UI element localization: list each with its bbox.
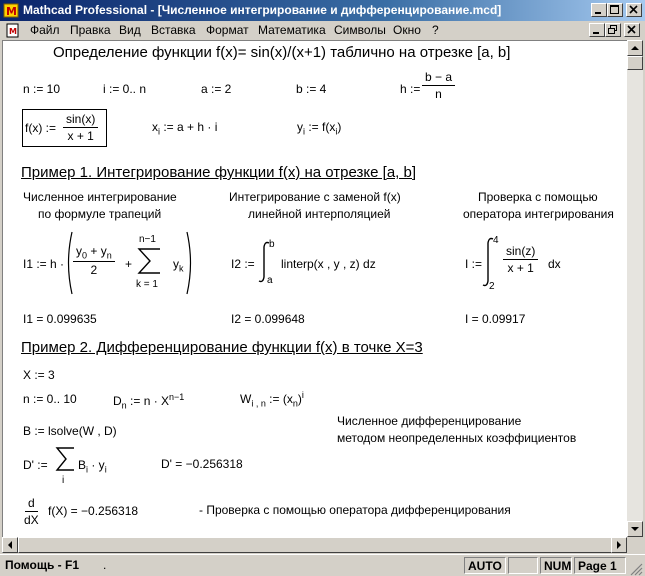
b-definition[interactable]: b := 4	[296, 82, 327, 96]
arrow-up-icon	[628, 41, 642, 55]
close-button[interactable]	[626, 3, 642, 17]
h-definition-lhs[interactable]: h :=	[400, 82, 421, 96]
status-num: NUM	[540, 557, 572, 574]
derivative-d: d	[25, 496, 38, 512]
col1-line2: по формуле трапеций	[38, 207, 162, 221]
n-range-definition[interactable]: n := 0.. 10	[23, 392, 77, 406]
status-empty	[508, 557, 538, 574]
derivative-note: - Проверка с помощью оператора дифференцирования	[199, 503, 511, 517]
window-title: Mathcad Professional - [Численное интегрирование и дифференцирование.mcd]	[23, 3, 502, 17]
integral-sign-icon	[481, 237, 495, 287]
col3-line2: оператора интегрирования	[463, 207, 614, 221]
svg-text:M: M	[9, 27, 17, 36]
left-paren-icon	[65, 231, 73, 295]
sum-lower-limit: k = 1	[136, 279, 158, 290]
arrow-right-icon	[612, 538, 626, 552]
h-denominator: n	[435, 87, 442, 101]
close-icon	[625, 24, 639, 36]
I1-term: $y_k$	[173, 257, 184, 274]
arrow-down-icon	[628, 522, 642, 536]
h-fraction	[422, 70, 455, 101]
note-line1: Численное дифференцирование	[337, 414, 522, 428]
mathcad-app-icon[interactable]	[3, 3, 19, 18]
maximize-button[interactable]	[607, 3, 623, 17]
status-help: Помощь - F1	[5, 558, 80, 572]
scroll-left-button[interactable]	[2, 537, 18, 553]
close-icon	[627, 4, 641, 16]
I2-upper-limit: b	[269, 239, 275, 250]
I2-integrand: linterp(x , y , z) dz	[281, 257, 376, 271]
minimize-icon	[590, 24, 604, 36]
intro-heading: Определение функции f(x)= sin(x)/(x+1) таблично на отрезке [a, b]	[53, 44, 511, 61]
menu-insert[interactable]: Вставка	[151, 23, 196, 37]
horizontal-scrollbar[interactable]	[2, 537, 627, 553]
f-numerator: sin(x)	[63, 112, 98, 128]
col3-line1: Проверка с помощью	[478, 190, 598, 204]
menu-view[interactable]: Вид	[119, 23, 141, 37]
maximize-icon	[608, 4, 622, 16]
menu-edit[interactable]: Правка	[70, 23, 111, 37]
I1-fraction	[73, 244, 115, 277]
arrow-left-icon	[3, 538, 17, 552]
menu-window[interactable]: Окно	[393, 23, 421, 37]
menu-help[interactable]: ?	[432, 23, 439, 37]
status-bar	[0, 554, 645, 576]
vertical-scrollbar[interactable]	[627, 40, 643, 537]
I2-lower-limit: a	[267, 275, 273, 286]
I-lower-limit: 2	[489, 281, 495, 292]
I2-lhs[interactable]: I2 :=	[231, 257, 255, 271]
n-definition[interactable]: n := 10	[23, 82, 61, 96]
derivative-operator	[21, 496, 42, 527]
note-line2: методом неопределенных коэффициентов	[337, 431, 577, 445]
B-definition[interactable]: B := lsolve(W , D)	[23, 424, 117, 438]
I-dx: dx	[548, 257, 561, 271]
f-denominator: x + 1	[67, 129, 94, 143]
W-definition[interactable]: $W_{i , n}$ := $(x_n)^i$	[240, 390, 304, 409]
title-bar[interactable]	[0, 0, 645, 21]
menu-format[interactable]: Формат	[206, 23, 249, 37]
document-icon[interactable]	[5, 23, 20, 38]
minimize-button[interactable]	[591, 3, 607, 17]
I-lhs[interactable]: I :=	[465, 257, 483, 271]
col2-line1: Интегрирование с заменой f(x)	[229, 190, 401, 204]
sum-sign-icon	[137, 246, 163, 276]
I1-plus: +	[125, 257, 133, 271]
menu-file[interactable]: Файл	[30, 23, 60, 37]
h-numerator: b − a	[422, 70, 455, 86]
scroll-up-button[interactable]	[627, 40, 643, 56]
y-definition[interactable]: $y_i$ := $f(x_i)$	[297, 120, 342, 137]
I-fraction	[503, 244, 538, 275]
function-definition-box[interactable]	[22, 109, 107, 147]
horizontal-scroll-thumb[interactable]	[18, 537, 612, 553]
vertical-scroll-thumb[interactable]	[627, 56, 643, 70]
derivative-dX: dX	[24, 513, 39, 527]
scrollbar-corner	[627, 537, 643, 553]
I-denominator: x + 1	[507, 261, 534, 275]
I-upper-limit: 4	[493, 235, 499, 246]
sum-sign-icon	[55, 445, 77, 473]
status-auto: AUTO	[464, 557, 506, 574]
f-fraction	[63, 112, 98, 143]
I1-lhs[interactable]: I1 := h ·	[23, 257, 65, 271]
status-dot: .	[103, 558, 107, 572]
scroll-down-button[interactable]	[627, 521, 643, 537]
worksheet[interactable]	[2, 40, 627, 537]
doc-restore-button[interactable]	[605, 23, 621, 37]
menu-math[interactable]: Математика	[258, 23, 326, 37]
Dp-term: $B_i \cdot y_i$	[78, 458, 107, 475]
I1-denominator: 2	[90, 263, 98, 278]
svg-text:M: M	[6, 5, 17, 18]
sum-upper-limit: n−1	[139, 234, 156, 245]
a-definition[interactable]: a := 2	[201, 82, 232, 96]
example1-heading: Пример 1. Интегрирование функции f(x) на отрезке [a, b]	[21, 164, 417, 181]
Dp-result[interactable]: D' = −0.256318	[161, 457, 243, 471]
f-lhs: f(x) :=	[25, 121, 57, 135]
X-definition[interactable]: X := 3	[23, 368, 55, 382]
i-range-definition[interactable]: i := 0.. n	[103, 82, 147, 96]
minimize-icon	[592, 4, 606, 16]
Dp-lhs[interactable]: D' :=	[23, 458, 48, 472]
scroll-right-button[interactable]	[611, 537, 627, 553]
right-paren-icon	[186, 231, 194, 295]
restore-icon	[606, 24, 620, 36]
I-numerator: sin(z)	[503, 244, 538, 260]
I1-numerator: $y_0 + y_n$	[73, 244, 115, 262]
I1-result[interactable]: I1 = 0.099635	[23, 312, 97, 326]
derivative-result[interactable]: f(X) = −0.256318	[48, 504, 139, 518]
example2-heading: Пример 2. Дифференцирование функции f(x) в точке X=3	[21, 339, 423, 356]
doc-minimize-button[interactable]	[589, 23, 605, 37]
menu-bar	[0, 21, 645, 40]
col1-line1: Численное интегрирование	[23, 190, 177, 204]
I-result[interactable]: I = 0.09917	[465, 312, 526, 326]
status-page: Page 1	[574, 557, 626, 574]
resize-grip-icon[interactable]	[629, 562, 643, 576]
menu-symbolics[interactable]: Символы	[334, 23, 386, 37]
col2-line2: линейной интерполяцией	[248, 207, 391, 221]
D-definition[interactable]: $D_n$ := $n \cdot X^{n-1}$	[113, 392, 185, 411]
x-definition[interactable]: $x_i$ := a + h · i	[152, 120, 218, 137]
Dp-sum-index: i	[62, 475, 65, 486]
doc-close-button[interactable]	[624, 23, 640, 37]
I2-result[interactable]: I2 = 0.099648	[231, 312, 305, 326]
